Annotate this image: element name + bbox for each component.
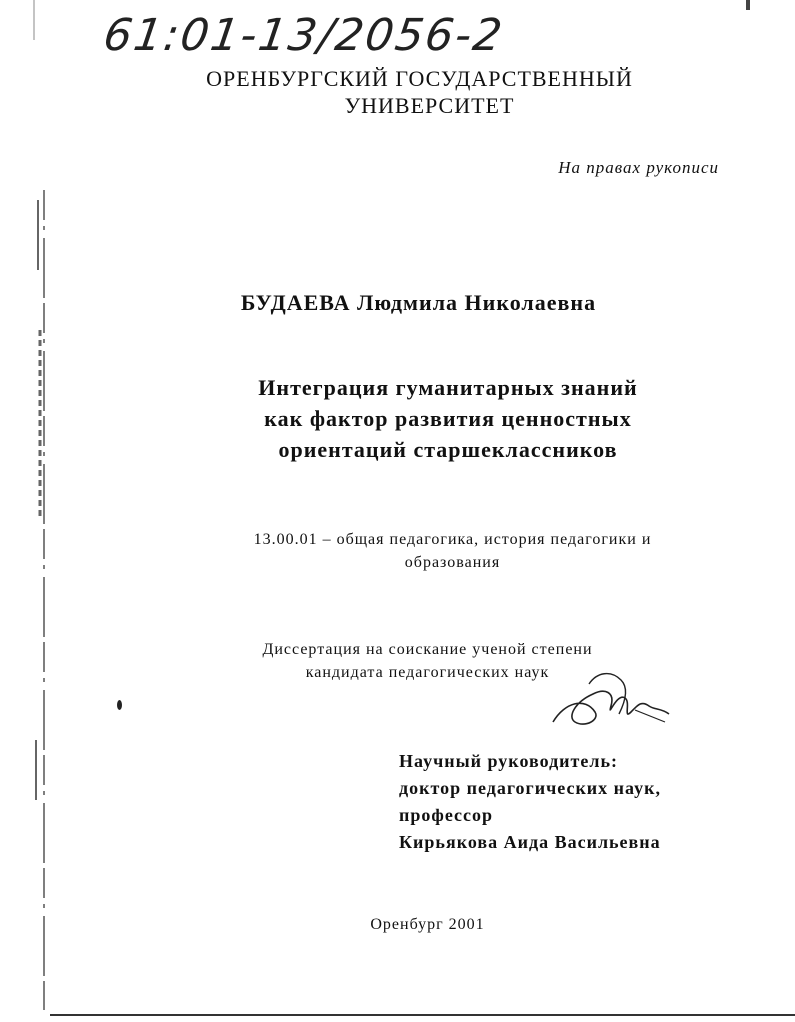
registration-number: 61:01-13/2056-2 (100, 10, 507, 61)
manuscript-note: На правах рукописи (558, 158, 719, 177)
signature-icon (545, 662, 675, 742)
title-line: ориентаций старшеклассников (278, 437, 618, 462)
dissertation-title (228, 372, 668, 465)
specialty-line: 13.00.01 – общая педагогика, история педагогики и (253, 531, 652, 548)
city-year: Оренбург 2001 (370, 916, 485, 933)
organization-line-1: ОРЕНБУРГСКИЙ ГОСУДАРСТВЕННЫЙ (206, 66, 633, 91)
organization-line-2: УНИВЕРСИТЕТ (344, 93, 515, 118)
scan-bottom-edge (50, 1014, 795, 1016)
advisor-label: Научный руководитель: (399, 751, 618, 771)
advisor-degree: доктор педагогических наук, (399, 778, 662, 798)
title-line: Интеграция гуманитарных знаний (258, 375, 638, 400)
scan-edge-artifacts (0, 0, 70, 1022)
ink-dot (117, 700, 122, 710)
title-line: как фактор развития ценностных (264, 406, 632, 431)
degree-line: Диссертация на соискание ученой степени (262, 641, 593, 658)
degree-line: кандидата педагогических наук (305, 664, 550, 681)
specialty-code (0, 528, 795, 574)
scan-mark (746, 0, 750, 10)
author-name: БУДАЕВА Людмила Николаевна (240, 290, 597, 315)
advisor-rank: профессор (399, 805, 494, 825)
specialty-line: образования (404, 554, 501, 571)
scientific-advisor (399, 748, 661, 856)
advisor-name: Кирьякова Аида Васильевна (399, 832, 661, 852)
degree-statement (0, 638, 795, 684)
